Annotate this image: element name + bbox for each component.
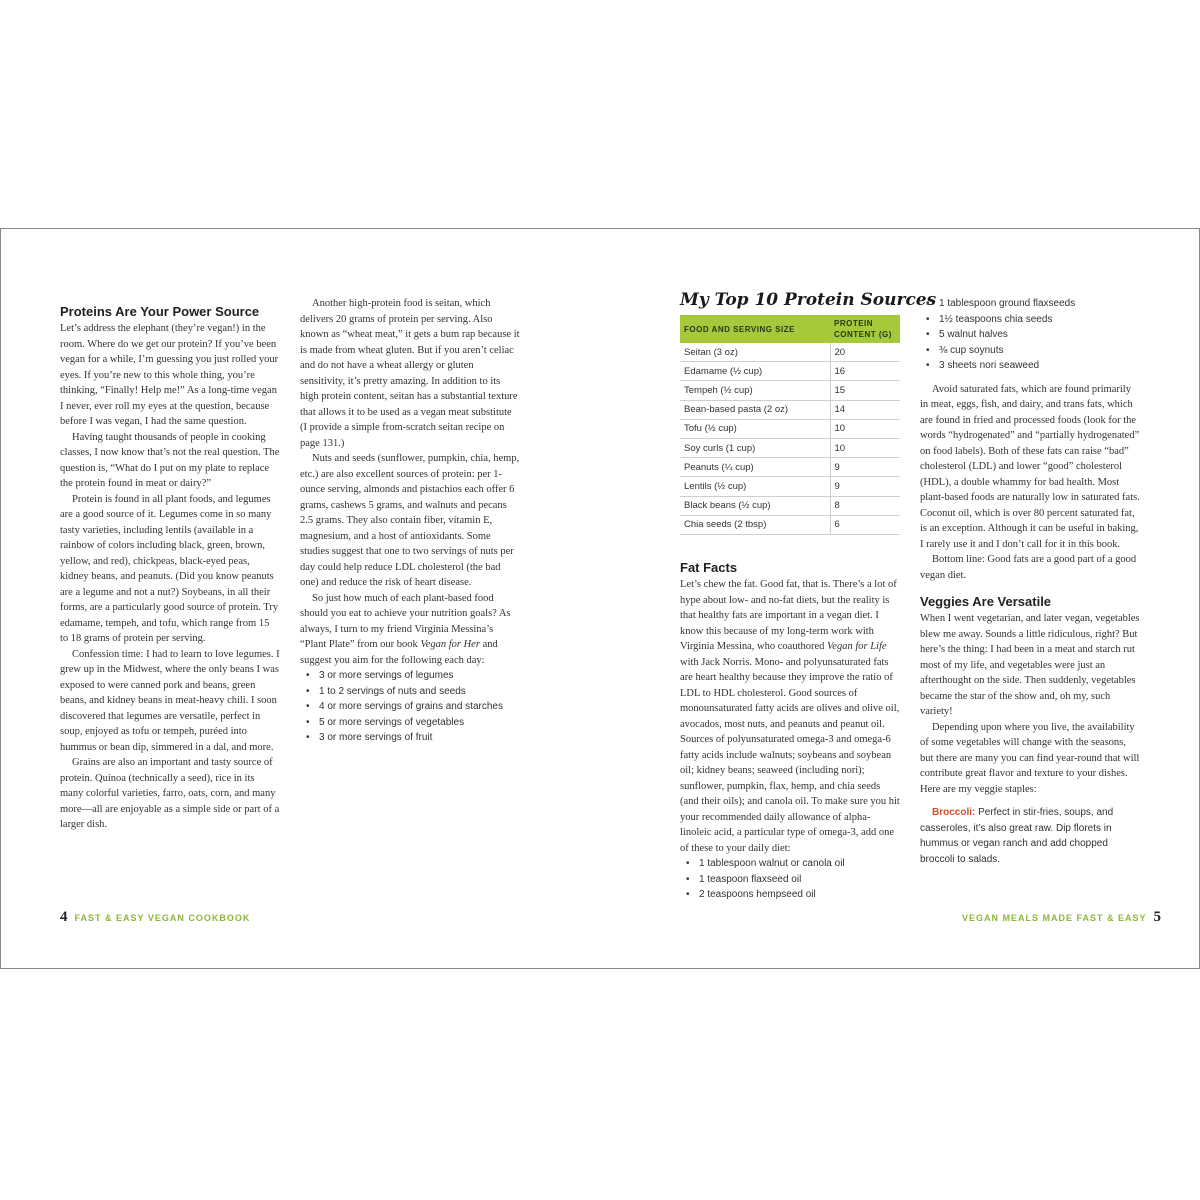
paragraph: When I went vegetarian, and later vegan, vegetables blew me away. Sounds a little ridiculous, right? But here’s the thing: I had been in a meat and starch rut most of my life, and vegetables were just an afterthought on the side. Then suddenly, vegetables became the star of the show and, oh my, such variety! xyxy=(920,613,1140,717)
protein-cell: 8 xyxy=(830,496,900,515)
left-folio xyxy=(60,909,250,926)
paragraph: Protein is found in all plant foods, and legumes are a good source of it. Legumes come in so many tasty varieties, including lentils (available in a rainbow of colors including black, green, brown, yellow, and red), chickpeas, black-eyed peas, kidney beans, and peanuts. (Did you know peanuts are a legume and not a nut?) Soybeans, in all their forms, are a particularly good source of protein. Try edamame, tempeh, and tofu, which range from 15 to 18 grams of protein per serving. xyxy=(60,493,279,644)
table-row xyxy=(680,343,900,362)
running-head: FAST & EASY VEGAN COOKBOOK xyxy=(74,913,251,923)
list-item: • 5 or more servings of vegetables xyxy=(300,715,520,731)
proteins-heading: Proteins Are Your Power Source xyxy=(60,304,260,319)
table-row xyxy=(680,400,900,419)
running-head: VEGAN MEALS MADE FAST & EASY xyxy=(962,913,1147,923)
left-column-2 xyxy=(300,296,520,746)
protein-cell: 6 xyxy=(830,515,900,534)
paragraph: Bottom line: Good fats are a good part of a good vegan diet. xyxy=(920,554,1137,581)
food-cell: Edamame (½ cup) xyxy=(680,362,830,381)
left-column-1 xyxy=(60,303,280,833)
list-item: • 4 or more servings of grains and starches xyxy=(300,699,520,715)
food-cell: Seitan (3 oz) xyxy=(680,343,830,362)
protein-cell: 20 xyxy=(830,343,900,362)
page-number: 5 xyxy=(1153,909,1162,925)
paragraph: Grains are also an important and tasty source of protein. Quinoa (technically a seed), rice in its many colorful varieties, farro, oats, corn, and many more—all are enjoyable as a simple side or part of a larger dish. xyxy=(60,757,280,830)
table-row xyxy=(680,438,900,457)
list-item: • 3 or more servings of fruit xyxy=(300,730,520,746)
broccoli-label: Broccoli: xyxy=(932,807,976,818)
veggies-heading: Veggies Are Versatile xyxy=(920,594,1052,609)
food-cell: Tempeh (½ cup) xyxy=(680,381,830,400)
paragraph: Another high-protein food is seitan, which delivers 20 grams of protein per serving. Also known as “wheat meat,” it gets a bum rap because it is made from wheat gluten. But if you aren’t celiac and do not have a wheat allergy or gluten sensitivity, it’s pretty amazing. In addition to its high protein content, seitan has a substantial texture that allows it to be used as a vegan meat substitute (I provide a simple from-scratch seitan recipe on page 131.) xyxy=(300,298,520,449)
protein-cell: 9 xyxy=(830,458,900,477)
right-column-1 xyxy=(680,559,900,903)
list-item: • 1 to 2 servings of nuts and seeds xyxy=(300,684,520,700)
servings-list xyxy=(300,668,520,746)
book-title: Vegan for Her xyxy=(420,639,480,650)
table-row xyxy=(680,381,900,400)
protein-cell: 9 xyxy=(830,477,900,496)
table-row xyxy=(680,419,900,438)
right-folio xyxy=(962,909,1161,926)
food-cell: Soy curls (1 cup) xyxy=(680,438,830,457)
paragraph: Confession time: I had to learn to love legumes. I grew up in the Midwest, where the only beans I was exposed to were canned pork and beans, green beans, and kidney beans in meat-heavy chili. I soon discovered that legumes are versatile, perfect in soup, enjoyed as tofu or tempeh, puréed into hummus or bean dip, simmered in a dal, and more. xyxy=(60,648,280,753)
paragraph: Avoid saturated fats, which are found primarily in meat, eggs, fish, and dairy, and trans fats, which are found in fried and processed foods (look for the words “hydrogenated” and “partially hydrogenated” on food labels). Both of these fats can raise “bad” cholesterol (LDL) and lower “good” cholesterol (HDL), a double whammy for bad health. Most plant-based foods are naturally low in saturated fats. Coconut oil, which is over 80 percent saturated fat, is an exception. Although it can be useful in baking, I rarely use it and I don’t call for it in this book. xyxy=(920,383,1140,550)
table-title: My Top 10 Protein Sources xyxy=(680,290,937,310)
list-item: • 1 tablespoon ground flaxseeds xyxy=(920,296,1140,312)
table-row xyxy=(680,515,900,534)
paragraph: Let’s chew the fat. Good fat, that is. There’s a lot of hype about low- and no-fat diets, but the reality is that healthy fats are important in a vegan diet. I know this because of my long-term work with Virginia Messina, who coauthored Vegan for Life with Jack Norris. Mono- and polyunsaturated fats are heart healthy because they improve the ratio of LDL to HDL cholesterol. Good sources of monounsaturated fatty acids are olives and olive oil, avocados, most nuts, and peanuts and peanut oil. Sources of polyunsaturated omega-3 and omega-6 fatty acids include walnuts; soybeans and soybean oil; kidney beans; seaweed (including nori); sunflower, pumpkin, flax, hemp, and chia seeds (and their oils); and canola oil. To make sure you hit your recommended daily allowance of alpha-linoleic acid, a particular type of omega-3, add one of these to your daily diet: xyxy=(680,579,900,854)
table-header-food: FOOD AND SERVING SIZE xyxy=(680,315,830,343)
food-cell: Peanuts (¼ cup) xyxy=(680,458,830,477)
food-cell: Black beans (½ cup) xyxy=(680,496,830,515)
protein-table xyxy=(680,315,900,535)
list-item: • 3 sheets nori seaweed xyxy=(920,358,1140,374)
right-column-2 xyxy=(920,296,1140,867)
paragraph: Let’s address the elephant (they’re vegan!) in the room. Where do we get our protein? If you’ve been vegan for a while, I’m guessing you just rolled your eyes. If you’re new to this whole thing, you’re thinking, “Finally! Help me!” As a long-time vegan I never, ever roll my eyes at the question, because before I was vegan, I had the same question. xyxy=(60,323,279,427)
food-cell: Tofu (½ cup) xyxy=(680,419,830,438)
protein-cell: 15 xyxy=(830,381,900,400)
protein-cell: 10 xyxy=(830,438,900,457)
list-item: • 2 teaspoons hempseed oil xyxy=(680,887,900,903)
paragraph: Having taught thousands of people in cooking classes, I now know that’s not the real question. The question is, “What do I put on my plate to replace the protein found in meat or dairy?” xyxy=(60,431,280,489)
table-header-row xyxy=(680,315,900,343)
table-row xyxy=(680,362,900,381)
list-item: • 3 or more servings of legumes xyxy=(300,668,520,684)
list-item: • 5 walnut halves xyxy=(920,327,1140,343)
protein-cell: 10 xyxy=(830,419,900,438)
page-number: 4 xyxy=(60,909,68,925)
list-item: • 1 teaspoon flaxseed oil xyxy=(680,872,900,888)
table-header-protein: PROTEIN CONTENT (G) xyxy=(830,315,900,343)
protein-cell: 14 xyxy=(830,400,900,419)
list-item: • 1 tablespoon walnut or canola oil xyxy=(680,856,900,872)
list-item: • 1½ teaspoons chia seeds xyxy=(920,312,1140,328)
food-cell: Chia seeds (2 tbsp) xyxy=(680,515,830,534)
seed-list xyxy=(920,296,1140,374)
table-row xyxy=(680,496,900,515)
list-item: • ⅜ cup soynuts xyxy=(920,343,1140,359)
book-title: Vegan for Life xyxy=(827,641,887,652)
protein-cell: 16 xyxy=(830,362,900,381)
broccoli-paragraph: Broccoli: Perfect in stir-fries, soups, and casseroles, it’s also great raw. Dip florets in hummus or vegan ranch and add chopped broccoli to salads. xyxy=(920,807,1114,865)
table-row xyxy=(680,477,900,496)
food-cell: Lentils (½ cup) xyxy=(680,477,830,496)
plate-paragraph: So just how much of each plant-based food should you eat to achieve your nutrition goals? As always, I turn to my friend Virginia Messina’s “Plant Plate” from our book Vegan for Her and suggest you aim for the following each day: xyxy=(300,592,511,666)
oil-list xyxy=(680,856,900,903)
table-row xyxy=(680,458,900,477)
paragraph: Nuts and seeds (sunflower, pumpkin, chia, hemp, etc.) are also excellent sources of protein: per 1-ounce serving, almonds and pistachios each offer 6 grams, cashews 5 grams, and walnuts and pecans 2.5 grams. They also contain fiber, vitamin E, magnesium, and a host of antioxidants. Some studies suggest that one to two servings of nuts per day could help reduce LDL cholesterol (the bad one) and reduce the risk of heart disease. xyxy=(300,453,520,588)
paragraph: Depending upon where you live, the availability of some vegetables will change with the seasons, but there are many you can find year-round that will contribute great flavor and texture to your dishes. Here are my veggie staples: xyxy=(920,721,1140,795)
food-cell: Bean-based pasta (2 oz) xyxy=(680,400,830,419)
fat-facts-heading: Fat Facts xyxy=(680,560,738,575)
